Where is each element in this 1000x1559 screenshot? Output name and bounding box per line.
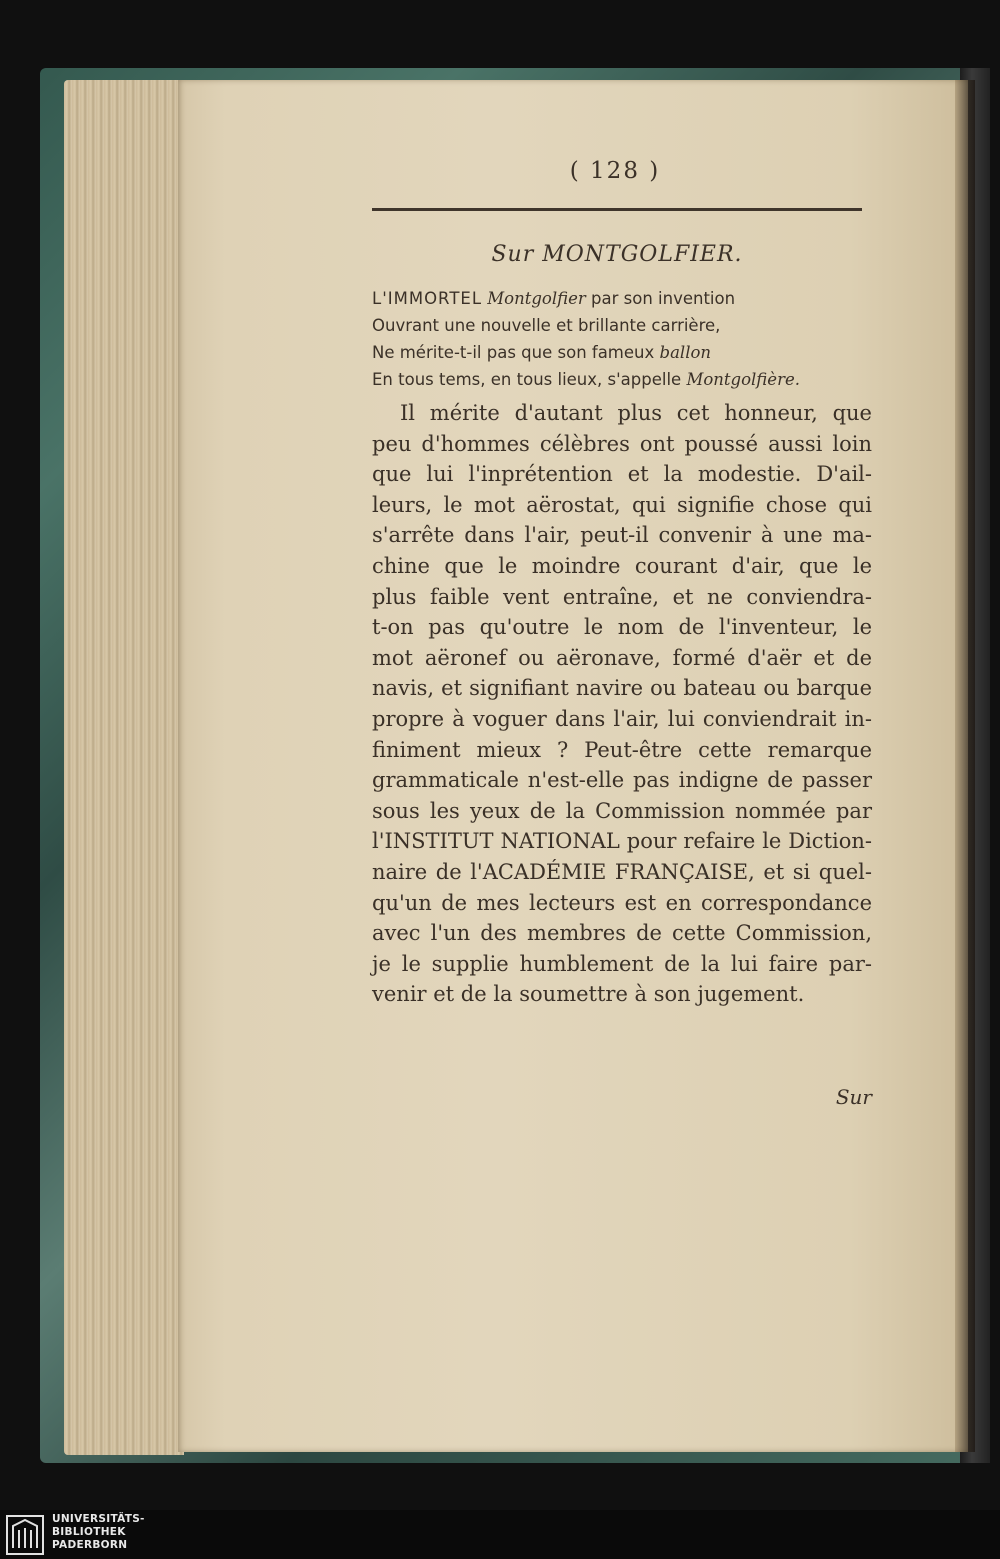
text-line: t-on pas qu'outre le nom de l'inventeur, le [372,615,872,640]
verse-line: En tous tems, en tous lieux, s'appelle Montgolfière. [372,370,800,389]
text-line: finiment mieux ? Peut-être cette remarque [372,737,872,762]
text-line: grammaticale n'est-elle pas indigne de passer [372,768,872,793]
text-line: plus faible vent entraîne, et ne conviendra- [372,584,872,609]
library-name: UNIVERSITÄTS- BIBLIOTHEK PADERBORN [52,1513,145,1551]
text-line: que lui l'inprétention et la modestie. D'ail- [372,462,872,487]
header-rule [372,208,862,211]
text-line: je le supplie humblement de la lui faire par- [372,951,872,976]
poem-heading: Sur MONTGOLFIER. [491,242,743,267]
text-line: chine que le moindre courant d'air, que le [372,553,872,578]
gutter-shadow [955,80,975,1452]
text-line: navis, et signifiant navire ou bateau ou barque [372,676,872,701]
prose-paragraph [372,398,872,1010]
page-number: ( 128 ) [569,158,661,184]
text-line: qu'un de mes lecteurs est en correspondance [372,890,872,915]
catchword: Sur [835,1085,872,1109]
verse-block [372,285,872,393]
text-line: venir et de la soumettre à son jugement. [372,982,805,1007]
verse-line: L'IMMORTEL Montgolfier par son invention [372,289,736,308]
verse-line: Ouvrant une nouvelle et brillante carrière, [372,316,721,335]
text-line: propre à voguer dans l'air, lui conviendrait in- [372,706,872,731]
text-line: Il mérite d'autant plus cet honneur, que [400,401,872,425]
text-line: avec l'un des membres de cette Commission, [372,921,872,946]
text-line: leurs, le mot aërostat, qui signifie chose qui [372,492,872,517]
verse-line: Ne mérite-t-il pas que son fameux ballon [372,343,712,362]
text-line: naire de l'ACADÉMIE FRANÇAISE, et si quel- [372,859,872,884]
text-line: l'INSTITUT NATIONAL pour refaire le Diction- [372,829,872,854]
page-block-edge [64,80,184,1455]
text-line: s'arrête dans l'air, peut-il convenir à une ma- [372,523,872,548]
text-line: mot aëronef ou aëronave, formé d'aër et de [372,645,872,670]
text-line: sous les yeux de la Commission nommée par [372,798,872,823]
library-seal-icon [5,1514,45,1556]
text-line: peu d'hommes célèbres ont poussé aussi loin [372,431,872,456]
